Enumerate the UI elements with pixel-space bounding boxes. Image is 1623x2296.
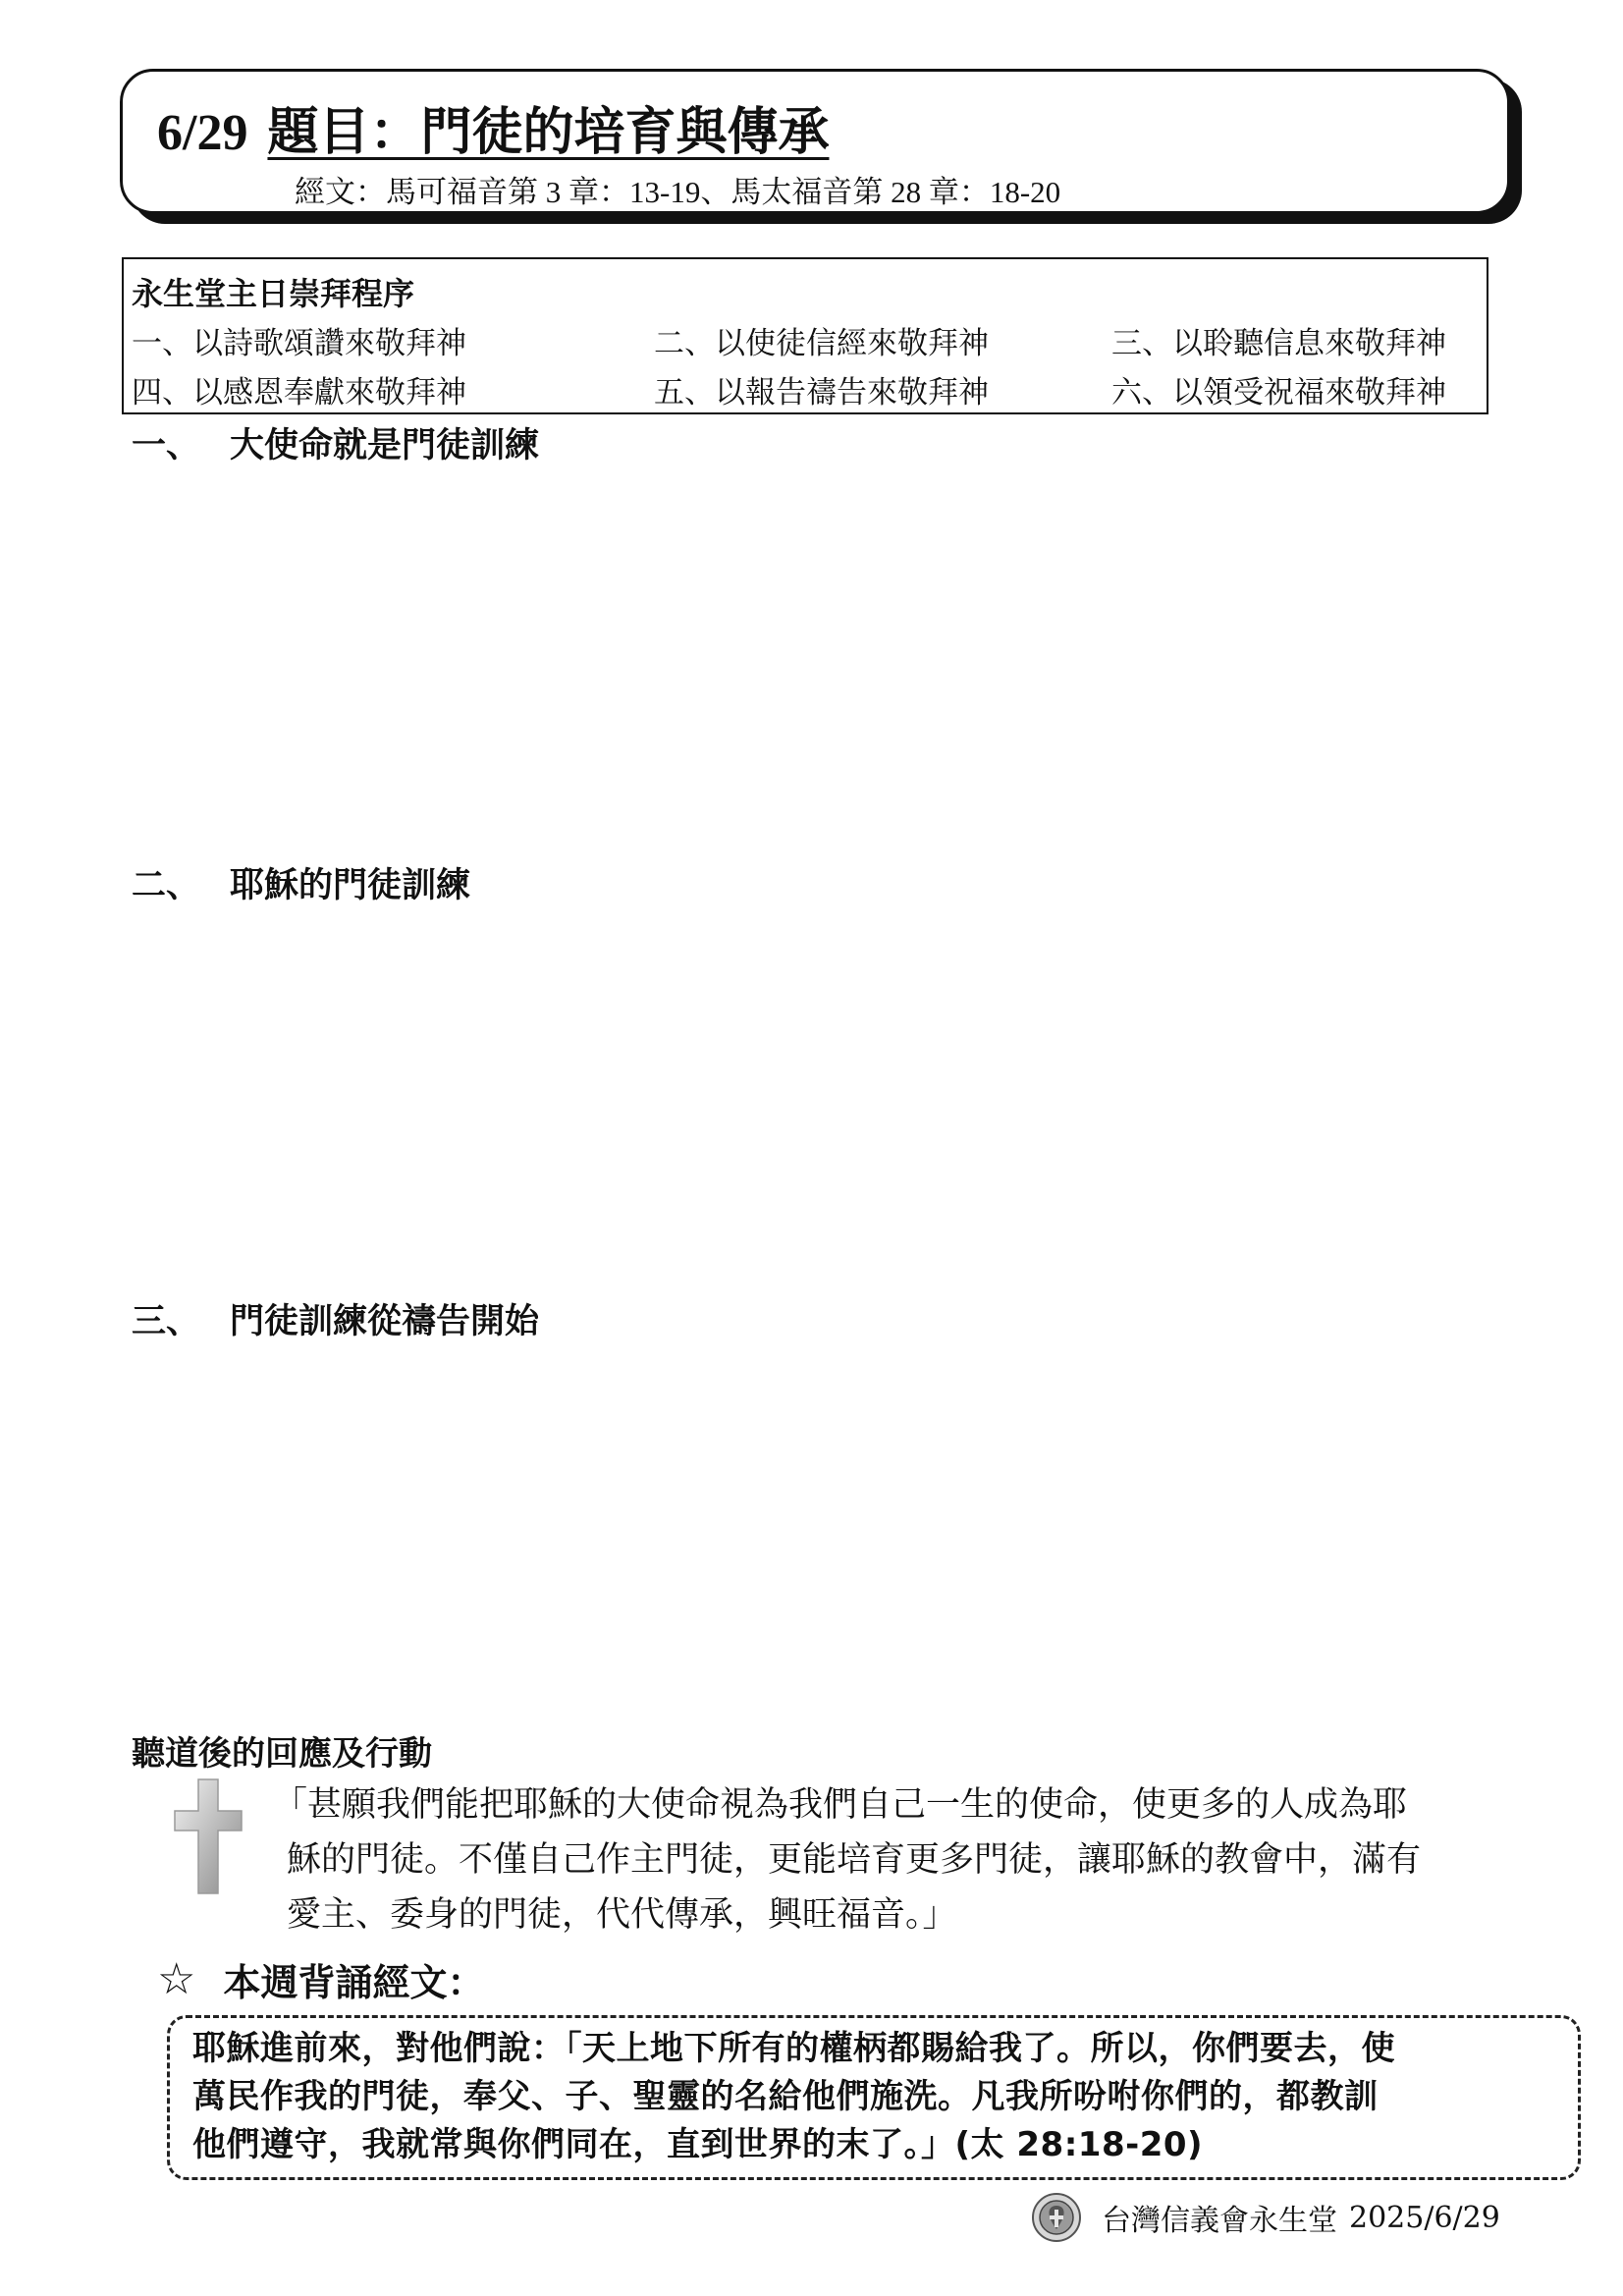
response-text (273, 1777, 1532, 1942)
response-heading: 聽道後的回應及行動 (132, 1734, 432, 1774)
section-heading-3 (132, 1294, 539, 1343)
worship-order-item: 六、以領受祝福來敬拜神 (1111, 375, 1446, 410)
section-title: 大使命就是門徒訓練 (230, 426, 540, 465)
section-heading-2 (132, 858, 470, 907)
cross-icon (173, 1777, 243, 1895)
worship-order-item: 四、以感恩奉獻來敬拜神 (132, 375, 466, 410)
scripture-reference: 經文：馬可福音第 3 章：13-19、馬太福音第 28 章：18-20 (295, 175, 1061, 209)
memory-verse-heading-text: 本週背誦經文： (223, 1961, 485, 2004)
section-title: 門徒訓練從禱告開始 (230, 1302, 540, 1341)
footer-church-name: 台灣信義會永生堂 (1102, 2204, 1337, 2238)
section-title: 耶穌的門徒訓練 (230, 866, 471, 905)
section-heading-1 (132, 418, 539, 467)
footer (1031, 2192, 1500, 2243)
footer-date: 2025/6/29 (1349, 2200, 1500, 2235)
section-number: 二、 (132, 866, 201, 905)
response-line: 愛主、委身的門徒，代代傳承，興旺福音。」 (287, 1895, 957, 1935)
memory-verse-heading (157, 1952, 484, 2006)
church-seal-icon (1031, 2192, 1082, 2243)
response-line: 「甚願我們能把耶穌的大使命視為我們自己一生的使命，使更多的人成為耶 (273, 1785, 1408, 1825)
memory-verse-line: 萬民作我的門徒，奉父、子、聖靈的名給他們施洗。凡我所吩咐你們的，都教訓 (192, 2077, 1379, 2116)
response-line: 穌的門徒。不僅自己作主門徒，更能培育更多門徒，讓耶穌的教會中，滿有 (287, 1840, 1422, 1880)
sermon-title: 題目：門徒的培育與傳承 (267, 103, 830, 162)
memory-verse-line: 耶穌進前來，對他們說：「天上地下所有的權柄都賜給我了。所以，你們要去，使 (192, 2029, 1395, 2068)
worship-order-item: 二、以使徒信經來敬拜神 (654, 326, 989, 361)
section-number: 一、 (132, 426, 201, 465)
worship-order-item: 五、以報告禱告來敬拜神 (654, 375, 989, 410)
worship-order-title: 永生堂主日崇拜程序 (132, 275, 415, 312)
worship-order-item: 三、以聆聽信息來敬拜神 (1111, 326, 1446, 361)
memory-verse-line: 他們遵守，我就常與你們同在，直到世界的末了。」(太 28:18-20) (192, 2125, 1204, 2164)
sermon-date: 6/29 (157, 105, 248, 161)
star-icon: ☆ (157, 1954, 196, 2004)
page-title (157, 90, 829, 164)
memory-verse-text (192, 2025, 1547, 2169)
worship-order-item: 一、以詩歌頌讚來敬拜神 (132, 326, 466, 361)
section-number: 三、 (132, 1302, 201, 1341)
